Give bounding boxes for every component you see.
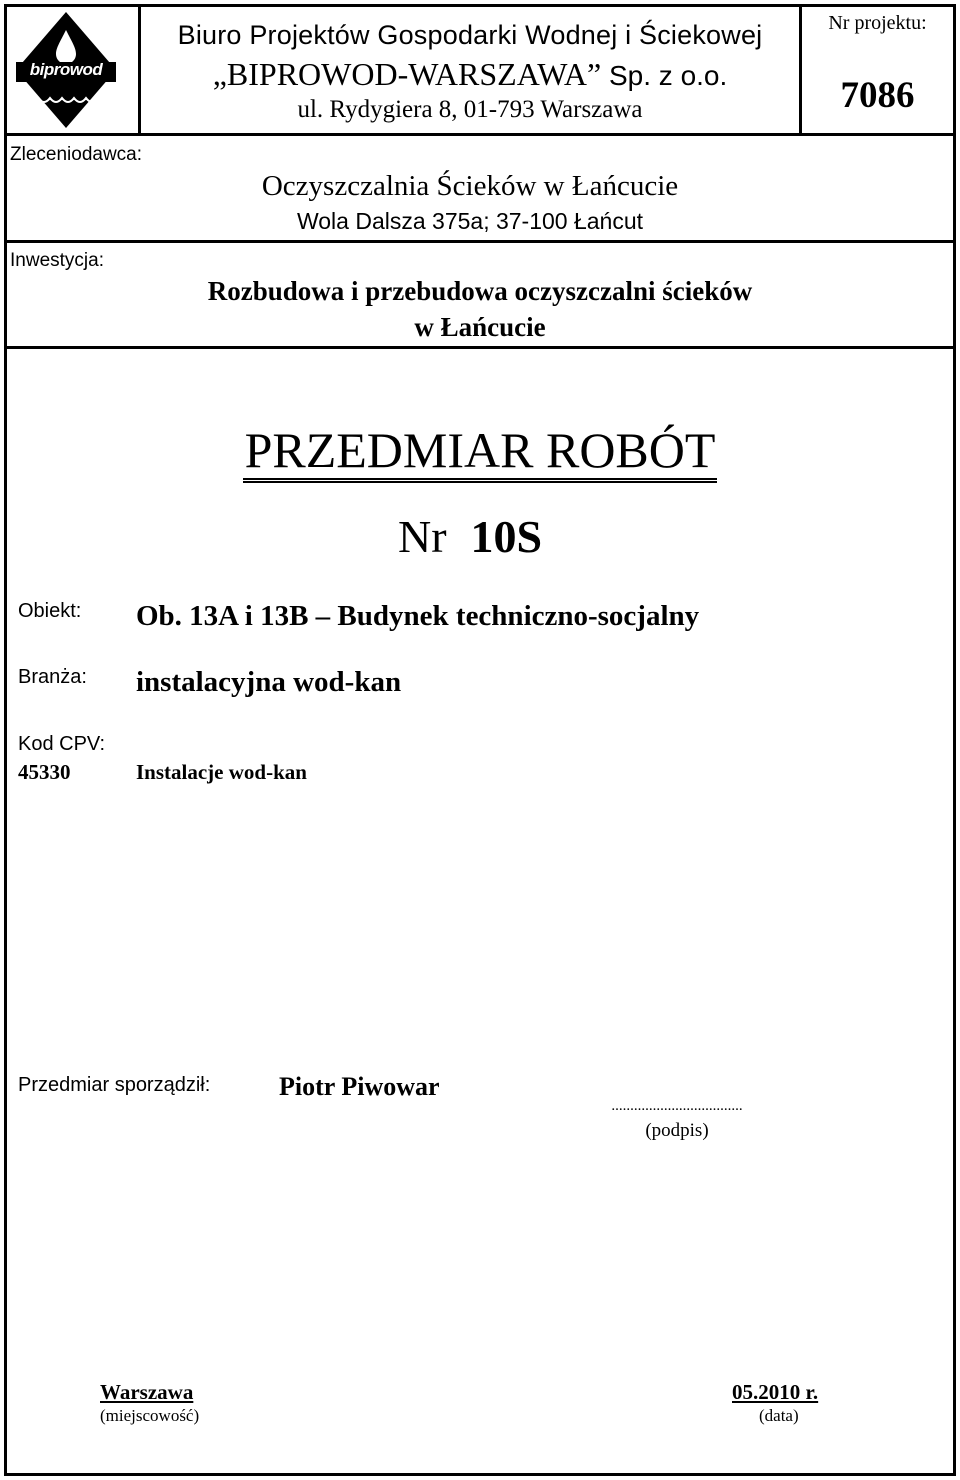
project-number: 7086 (840, 75, 915, 116)
document-number-value: 10S (470, 511, 543, 562)
investment-line1: Rozbudowa i przebudowa oczyszczalni ścieków (207, 276, 753, 306)
document-title-wrap (4, 422, 956, 483)
firm-name: Biuro Projektów Gospodarki Wodnej i Ściekowej (177, 20, 763, 50)
document-title: PRZEDMIAR ROBÓT (243, 422, 718, 483)
biprowod-logo (16, 12, 116, 128)
date-value: 05.2010 r. (732, 1380, 819, 1404)
firm-company-name: „BIPROWOD-WARSZAWA” (212, 56, 602, 92)
prepared-by-name: Piotr Piwowar (279, 1072, 440, 1101)
cpv-code: 45330 (18, 760, 71, 784)
signature-label: (podpis) (645, 1120, 709, 1141)
client-label: Zleceniodawca: (10, 144, 143, 165)
firm-address: ul. Rydygiera 8, 01-793 Warszawa (297, 96, 643, 123)
firm-company-suffix: Sp. z o.o. (601, 60, 728, 91)
place-label: (miejscowość) (100, 1406, 200, 1425)
branch-value: instalacyjna wod-kan (136, 666, 402, 698)
branch-label: Branża: (18, 666, 87, 688)
investment-label: Inwestycja: (10, 250, 104, 271)
investment-line2: w Łańcucie (414, 312, 546, 342)
signature-line: ................................... (611, 1098, 743, 1114)
place-value: Warszawa (100, 1380, 194, 1404)
client-address: Wola Dalsza 375a; 37-100 Łańcut (296, 208, 644, 234)
prepared-by-label: Przedmiar sporządził: (18, 1074, 211, 1096)
object-label: Obiekt: (18, 600, 82, 622)
document-number-prefix: Nr (398, 511, 447, 562)
project-number-label: Nr projektu: (828, 12, 927, 34)
logo-text: biprowod (29, 60, 103, 79)
document-number (398, 510, 542, 563)
cpv-description: Instalacje wod-kan (136, 760, 307, 784)
date-label: (data) (759, 1406, 799, 1425)
client-name: Oczyszczalnia Ścieków w Łańcucie (261, 170, 679, 202)
cpv-label: Kod CPV: (18, 733, 106, 755)
firm-company (141, 56, 799, 93)
object-value: Ob. 13A i 13B – Budynek techniczno-socjalny (136, 600, 700, 632)
